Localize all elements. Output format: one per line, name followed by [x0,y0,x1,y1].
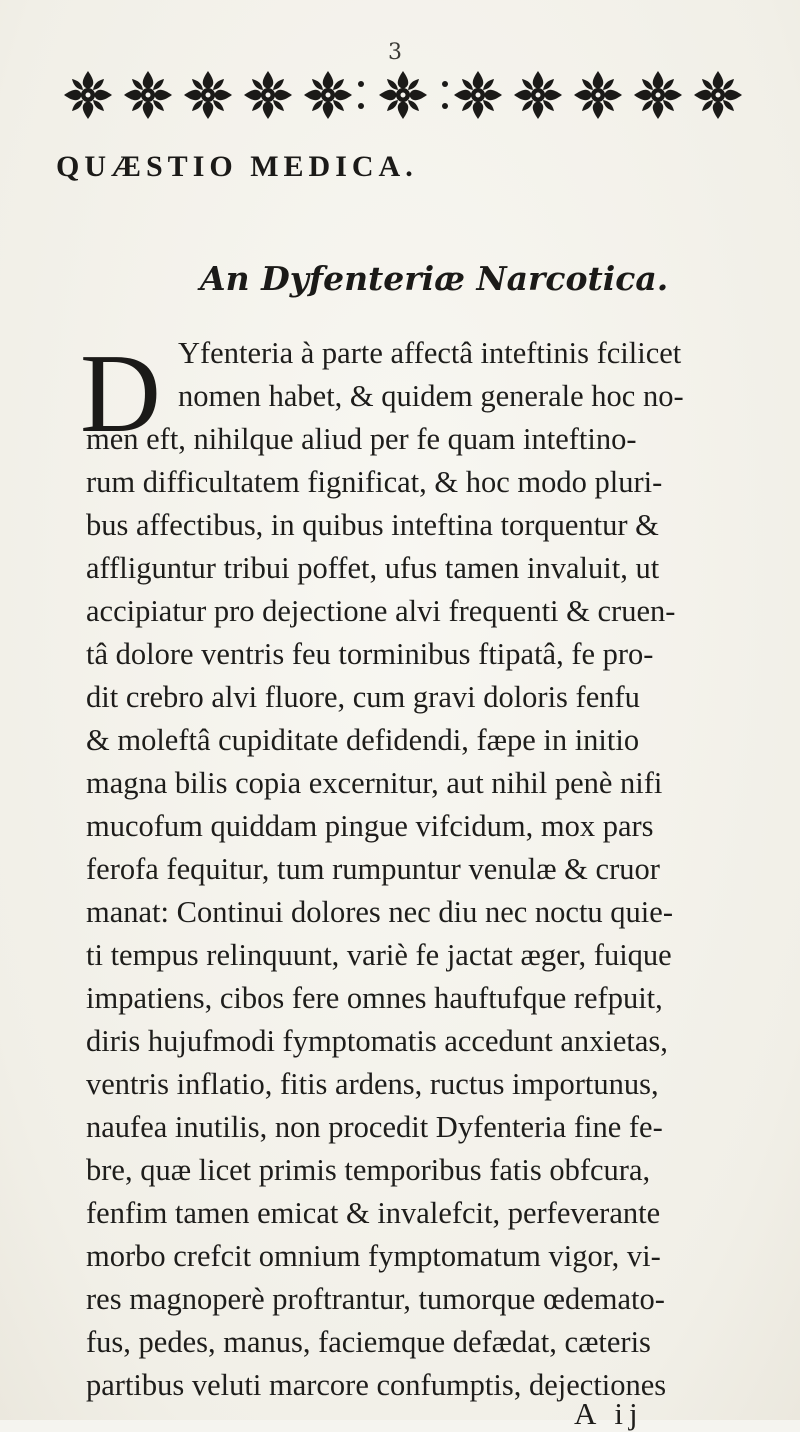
text-line: res magnoperè proftrantur, tumorque œdemato- [86,1282,665,1316]
text-line: magna bilis copia excernitur, aut nihil penè nifi [86,766,663,800]
text-line: morbo crefcit omnium fymptomatum vigor, vi- [86,1239,661,1273]
text-line: bre, quæ licet primis temporibus fatis obfcura, [86,1153,651,1187]
text-line: tâ dolore ventris feu torminibus ftipatâ, fe pro- [86,637,654,671]
page-number: 3 [388,40,402,65]
text-line: accipiatur pro dejectione alvi frequenti & cruen- [86,594,676,628]
text-line: naufea inutilis, non procedit Dyfenteria fine fe- [86,1110,663,1144]
text-line: ferofa fequitur, tum rumpuntur venulæ & cruor [86,852,660,886]
text-line: mucofum quiddam pingue vifcidum, mox pars [86,809,654,843]
text-line: fus, pedes, manus, faciemque defædat, cæteris [86,1325,651,1359]
text-line: rum difficultatem fignificat, & hoc modo pluri- [86,465,663,499]
text-line: Yfenteria à parte affectâ inteftinis fcilicet [178,336,682,370]
signature-mark: A ij [574,1396,644,1431]
drop-cap: D [80,332,161,456]
ornament-band [58,62,748,128]
text-line: diris hujufmodi fymptomatis accedunt anxietas, [86,1024,668,1058]
page-subtitle: An Dyfenteriæ Narcotica. [200,259,669,298]
text-line: fenfim tamen emicat & invalefcit, perfeverante [86,1196,661,1230]
text-line: manat: Continui dolores nec diu nec noctu quie- [86,895,673,929]
text-line: affliguntur tribui poffet, ufus tamen invaluit, ut [86,551,660,585]
text-line: men eft, nihilque aliud per fe quam inteftino- [86,422,637,456]
text-line: & moleftâ cupiditate defidendi, fæpe in initio [86,723,640,757]
text-line: dit crebro alvi fluore, cum gravi doloris fenfu [86,680,640,714]
text-line: ti tempus relinquunt, variè fe jactat æger, fuique [86,938,672,972]
text-line: impatiens, cibos fere omnes hauftufque refpuit, [86,981,663,1015]
page-title: QUÆSTIO MEDICA. [56,150,418,183]
text-line: partibus veluti marcore confumptis, dejectiones [86,1368,667,1402]
text-line: ventris inflatio, fitis ardens, ructus importunus, [86,1067,659,1101]
text-line: nomen habet, & quidem generale hoc no- [178,379,684,413]
text-line: bus affectibus, in quibus inteftina torquentur & [86,508,659,542]
